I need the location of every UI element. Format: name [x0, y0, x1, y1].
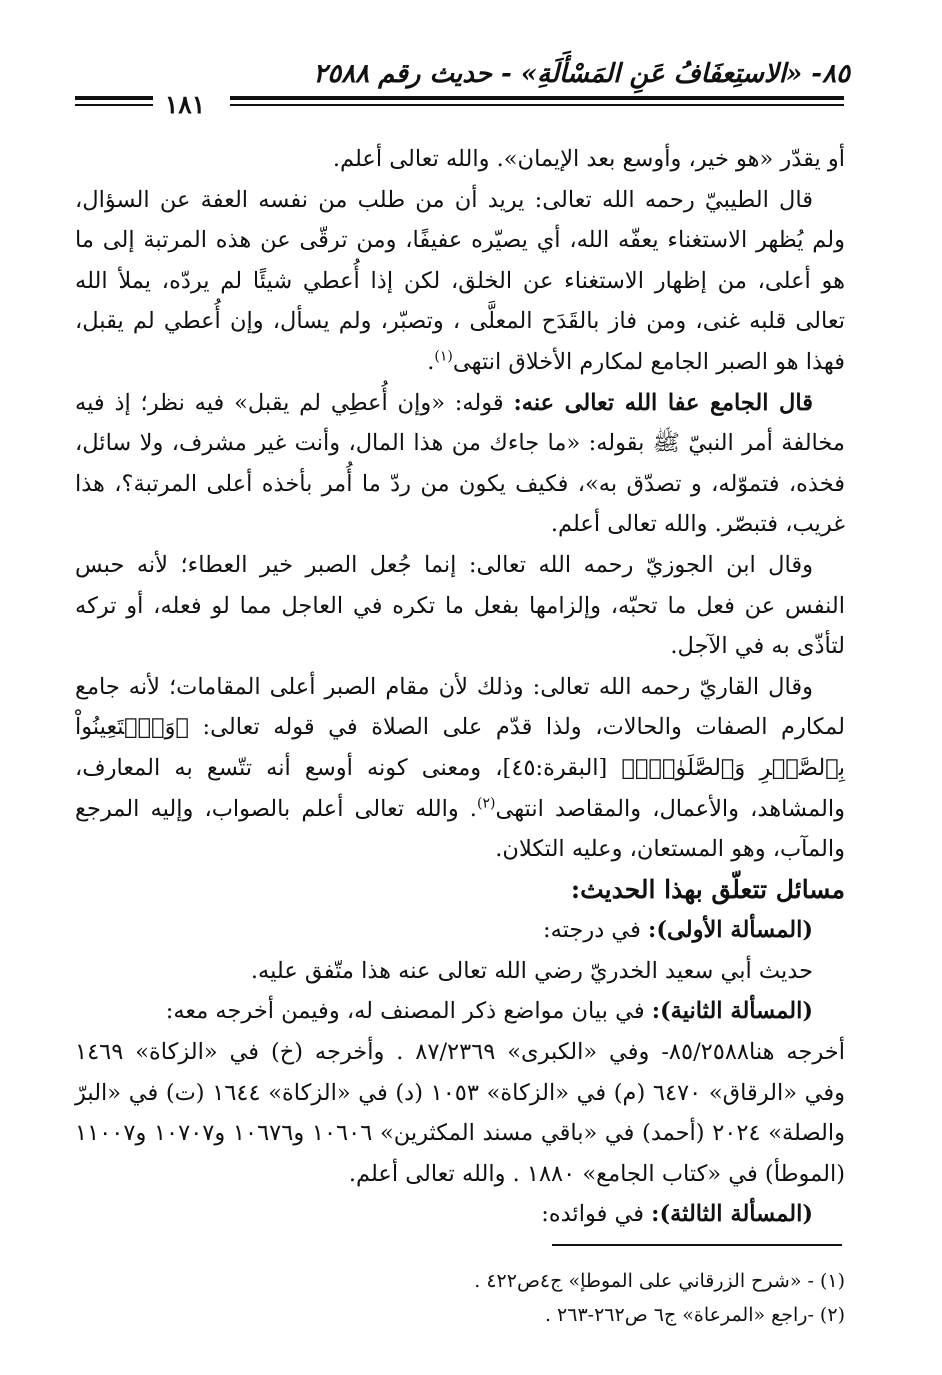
issue-label: (المسألة الثالثة): — [651, 1201, 813, 1228]
paragraph-text: وقال القاريّ رحمه الله تعالى: وذلك لأن مقام الصبر أعلى المقامات؛ لأنه جامع لمكارم الصفات والحالات، ولذا قدّم على الصلاة في قوله تعالى: ﴿وَٱسۡتَعِينُواْ بِٱلصَّبۡرِ وَٱلصَّلَوٰةِۚ﴾ [البقرة:٤٥]، ومعنى كونه أوسع أنه تتّسع به المعارف، والمشاهد، والأعمال، والمقاصد انتهى — [75, 673, 845, 822]
paragraph-tibi — [75, 180, 845, 383]
paragraph-text: قوله: «وإن أُعطِي لم يقبل» فيه نظر؛ إذ فيه مخالفة أمر النبيّ ﷺ بقوله: «ما جاءك من هذا المال، وأنت غير مشرف، ولا سائل، فخذه، فتموّله، و تصدّق به»، فكيف يكون من ردّ ما أُمر بأخذه أعلى المرتبة؟، هذا غريب، فتبصّر. والله تعالى أعلم. — [75, 389, 845, 538]
footnote-2: (٢) -راجع «المرعاة» ج٦ ص٢٦٢-٢٦٣ . — [544, 1304, 845, 1326]
issue-title: في بيان مواضع ذكر المصنف له، وفيمن أخرجه معه: — [165, 998, 652, 1025]
footnote-ref-2[interactable]: (٢) — [476, 795, 496, 811]
header-rule-left-thin — [75, 104, 153, 106]
footnote-ref-1[interactable]: (١) — [434, 348, 453, 365]
main-text — [75, 139, 845, 1235]
header-rule-right — [230, 96, 844, 100]
footnote-1: (١) - «شرح الزرقاني على الموطإ» ج٤ص٤٢٢ . — [474, 1270, 845, 1292]
issue-text-2: أخرجه هنا٨٥/٢٥٨٨- وفي «الكبرى» ٨٧/٢٣٦٩ . وأخرجه (خ) في «الزكاة» ١٤٦٩ وفي «الرقاق» ٦٤٧٠ (م) في «الزكاة» ١٠٥٣ (د) في «الزكاة» ١٦٤٤ (ت) في «البرّ والصلة» ٢٠٢٤ (أحمد) في «باقي مسند المكثرين» ١٠٦٠٦ و١٠٦٧٦ و١٠٧٠٧ و١١٠٠٧ (الموطأ) في «كتاب الجامع» ١٨٨٠ . والله تعالى أعلم. — [75, 1039, 845, 1187]
running-header-title: ٨٥- «الاستِعفَافُ عَنِ المَسْأَلَةِ» - حديث رقم ٢٥٨٨ — [313, 59, 850, 89]
issue-heading-1 — [75, 910, 845, 951]
paragraph: أو يقدّر «هو خير، وأوسع بعد الإيمان». والله تعالى أعلم. — [332, 146, 845, 172]
header-rule-right-thin — [230, 104, 844, 106]
section-heading: مسائل تتعلّق بهذا الحديث: — [570, 874, 845, 904]
issue-heading-2 — [75, 991, 845, 1032]
paragraph-jawzi: وقال ابن الجوزيّ رحمه الله تعالى: إنما جُعل الصبر خير العطاء؛ لأنه حبس النفس عن فعل ما تحبّه، وإلزامها بفعل ما تكره في العاجل مما لو فعله، أو تركه لتأذّى به في الآجل. — [75, 551, 845, 660]
issue-title: في فوائده: — [541, 1201, 652, 1228]
issue-text-1: حديث أبي سعيد الخدريّ رضي الله تعالى عنه هذا متّفق عليه. — [250, 957, 813, 984]
paragraph-qari — [75, 667, 845, 870]
footnotes — [75, 1264, 845, 1332]
page-number: ١٨١ — [164, 90, 206, 119]
issue-heading-3 — [75, 1194, 845, 1235]
paragraph-end: . — [427, 348, 435, 375]
issue-label: (المسألة الأولى): — [648, 917, 813, 944]
paragraph-end: . والله تعالى أعلم بالصواب، وإليه المرجع والمآب، وهو المستعان، وعليه التكلان. — [75, 795, 845, 863]
paragraph-jami — [75, 383, 845, 545]
footnote-divider — [552, 1244, 842, 1246]
speaker-label: قال الجامع عفا الله تعالى عنه: — [513, 389, 813, 416]
issue-title: في درجته: — [543, 917, 649, 944]
issue-label: (المسألة الثانية): — [651, 998, 813, 1025]
header-rule-left — [75, 96, 153, 100]
paragraph-text: قال الطيبيّ رحمه الله تعالى: يريد أن من طلب من نفسه العفة عن السؤال، ولم يُظهر الاستغناء يعفّه الله، أي يصيّره عفيفًا، ومن ترقّى عن هذه المرتبة إلى ما هو أعلى، من إظهار الاستغناء عن الخلق، لكن إذا أُعطي شيئًا لم يردّه، يملأ الله تعالى قلبه غنى، ومن فاز بالقَدَح المعلَّى ، وتصبّر، ولم يسأل، وإن أُعطي لم يقبل، فهذا هو الصبر الجامع لمكارم الأخلاق انتهى — [75, 186, 845, 375]
